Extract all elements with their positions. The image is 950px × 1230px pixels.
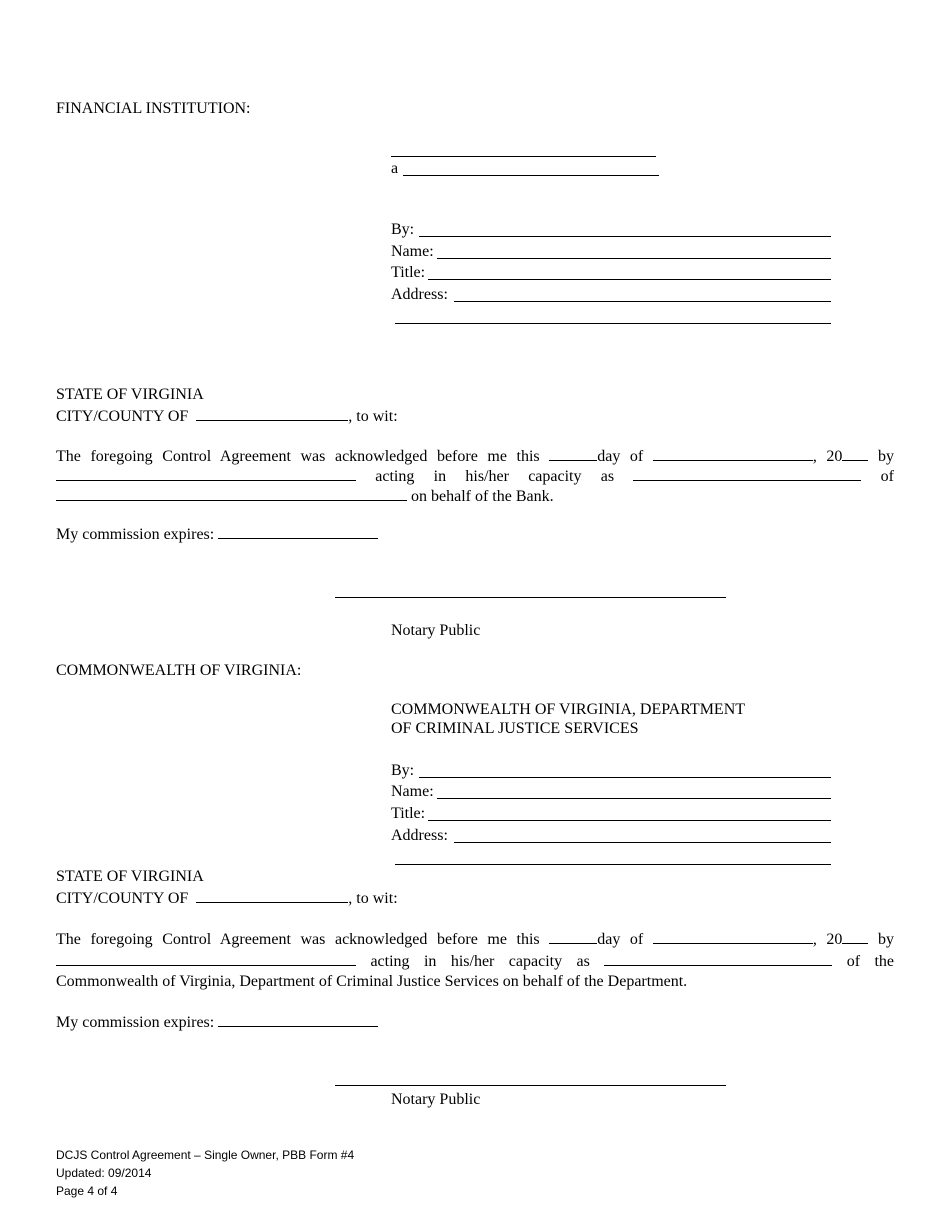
ack1-to-wit: , to wit: [348, 408, 398, 425]
ack1-entity-blank[interactable] [56, 485, 407, 501]
financial-institution-heading: FINANCIAL INSTITUTION: [56, 100, 251, 117]
ack1-text-1b: day of [597, 448, 644, 465]
institution-a-prefix: a [391, 160, 399, 177]
ack2-day-blank[interactable] [549, 928, 597, 944]
ack1-text-1a: The foregoing Control Agreement was acknowledged before me this [56, 448, 540, 465]
ack1-text-3: on behalf of the Bank. [411, 488, 554, 505]
ack2-text-2a: acting in his/her capacity as [370, 953, 590, 970]
footer-page-number: Page 4 of 4 [56, 1184, 118, 1198]
ack1-notary-signature-line[interactable] [335, 597, 726, 598]
ack1-text-2b: of [880, 468, 894, 485]
fi-address-line-2[interactable] [395, 323, 831, 324]
ack1-notary-label: Notary Public [391, 622, 481, 639]
ack1-text-1c: , 20 [812, 448, 843, 465]
cw-name-label: Name: [391, 783, 434, 800]
cw-by-label: By: [391, 762, 415, 779]
ack1-month-blank[interactable] [653, 445, 813, 461]
fi-name-line[interactable] [437, 258, 831, 259]
ack1-state: STATE OF VIRGINIA [56, 386, 204, 403]
ack2-line-1 [56, 928, 894, 950]
ack1-text-1d: by [878, 448, 895, 465]
ack2-state: STATE OF VIRGINIA [56, 868, 204, 885]
fi-by-label: By: [391, 221, 415, 238]
ack1-city-county-row [56, 405, 398, 427]
ack1-commission-row [56, 523, 378, 545]
ack2-capacity-blank[interactable] [604, 950, 832, 966]
ack2-city-county-row [56, 887, 398, 909]
ack2-line-2 [56, 950, 894, 972]
ack1-commission-label: My commission expires: [56, 526, 215, 543]
ack2-commission-blank[interactable] [218, 1011, 378, 1027]
cw-title-label: Title: [391, 805, 426, 822]
ack2-text-1a: The foregoing Control Agreement was acknowledged before me this [56, 931, 540, 948]
fi-name-label: Name: [391, 243, 434, 260]
ack2-to-wit: , to wit: [348, 890, 398, 907]
cw-address-line-2[interactable] [395, 864, 831, 865]
ack2-city-county-blank[interactable] [196, 887, 348, 903]
institution-type-line[interactable] [403, 175, 659, 176]
ack1-city-county-label: CITY/COUNTY OF [56, 408, 189, 425]
ack1-year-blank[interactable] [842, 445, 868, 461]
fi-address-label: Address: [391, 286, 448, 303]
ack2-text-1c: , 20 [812, 931, 843, 948]
ack1-line-2 [56, 465, 894, 487]
ack2-commission-label: My commission expires: [56, 1014, 215, 1031]
ack1-text-2a: acting in his/her capacity as [375, 468, 615, 485]
ack1-line-1 [56, 445, 894, 467]
footer-updated: Updated: 09/2014 [56, 1166, 152, 1180]
ack1-commission-blank[interactable] [218, 523, 378, 539]
ack2-month-blank[interactable] [653, 928, 813, 944]
ack1-day-blank[interactable] [549, 445, 597, 461]
cw-address-label: Address: [391, 827, 448, 844]
cw-address-line-1[interactable] [454, 842, 831, 843]
commonwealth-entity-line-1: COMMONWEALTH OF VIRGINIA, DEPARTMENT [391, 701, 746, 718]
ack2-person-blank[interactable] [56, 950, 356, 966]
cw-by-signature-line[interactable] [419, 777, 831, 778]
fi-title-label: Title: [391, 264, 426, 281]
footer-form-name: DCJS Control Agreement – Single Owner, PBB Form #4 [56, 1148, 355, 1162]
ack2-text-1d: by [878, 931, 895, 948]
ack2-notary-signature-line[interactable] [335, 1085, 726, 1086]
cw-title-line[interactable] [428, 820, 831, 821]
commonwealth-heading: COMMONWEALTH OF VIRGINIA: [56, 662, 302, 679]
ack2-year-blank[interactable] [842, 928, 868, 944]
institution-name-line[interactable] [391, 156, 656, 157]
ack1-city-county-blank[interactable] [196, 405, 348, 421]
fi-title-line[interactable] [428, 279, 831, 280]
ack1-person-blank[interactable] [56, 465, 356, 481]
ack2-text-1b: day of [597, 931, 644, 948]
fi-address-line-1[interactable] [454, 301, 831, 302]
ack2-text-2b: of the [846, 953, 895, 970]
ack2-line-3: Commonwealth of Virginia, Department of Criminal Justice Services on behalf of the Department. [56, 973, 688, 990]
ack2-notary-label: Notary Public [391, 1091, 481, 1108]
ack2-commission-row [56, 1011, 378, 1033]
commonwealth-entity-line-2: OF CRIMINAL JUSTICE SERVICES [391, 720, 639, 737]
cw-name-line[interactable] [437, 798, 831, 799]
ack1-line-3 [56, 485, 554, 507]
fi-by-signature-line[interactable] [419, 236, 831, 237]
ack1-capacity-blank[interactable] [633, 465, 861, 481]
ack2-city-county-label: CITY/COUNTY OF [56, 890, 189, 907]
